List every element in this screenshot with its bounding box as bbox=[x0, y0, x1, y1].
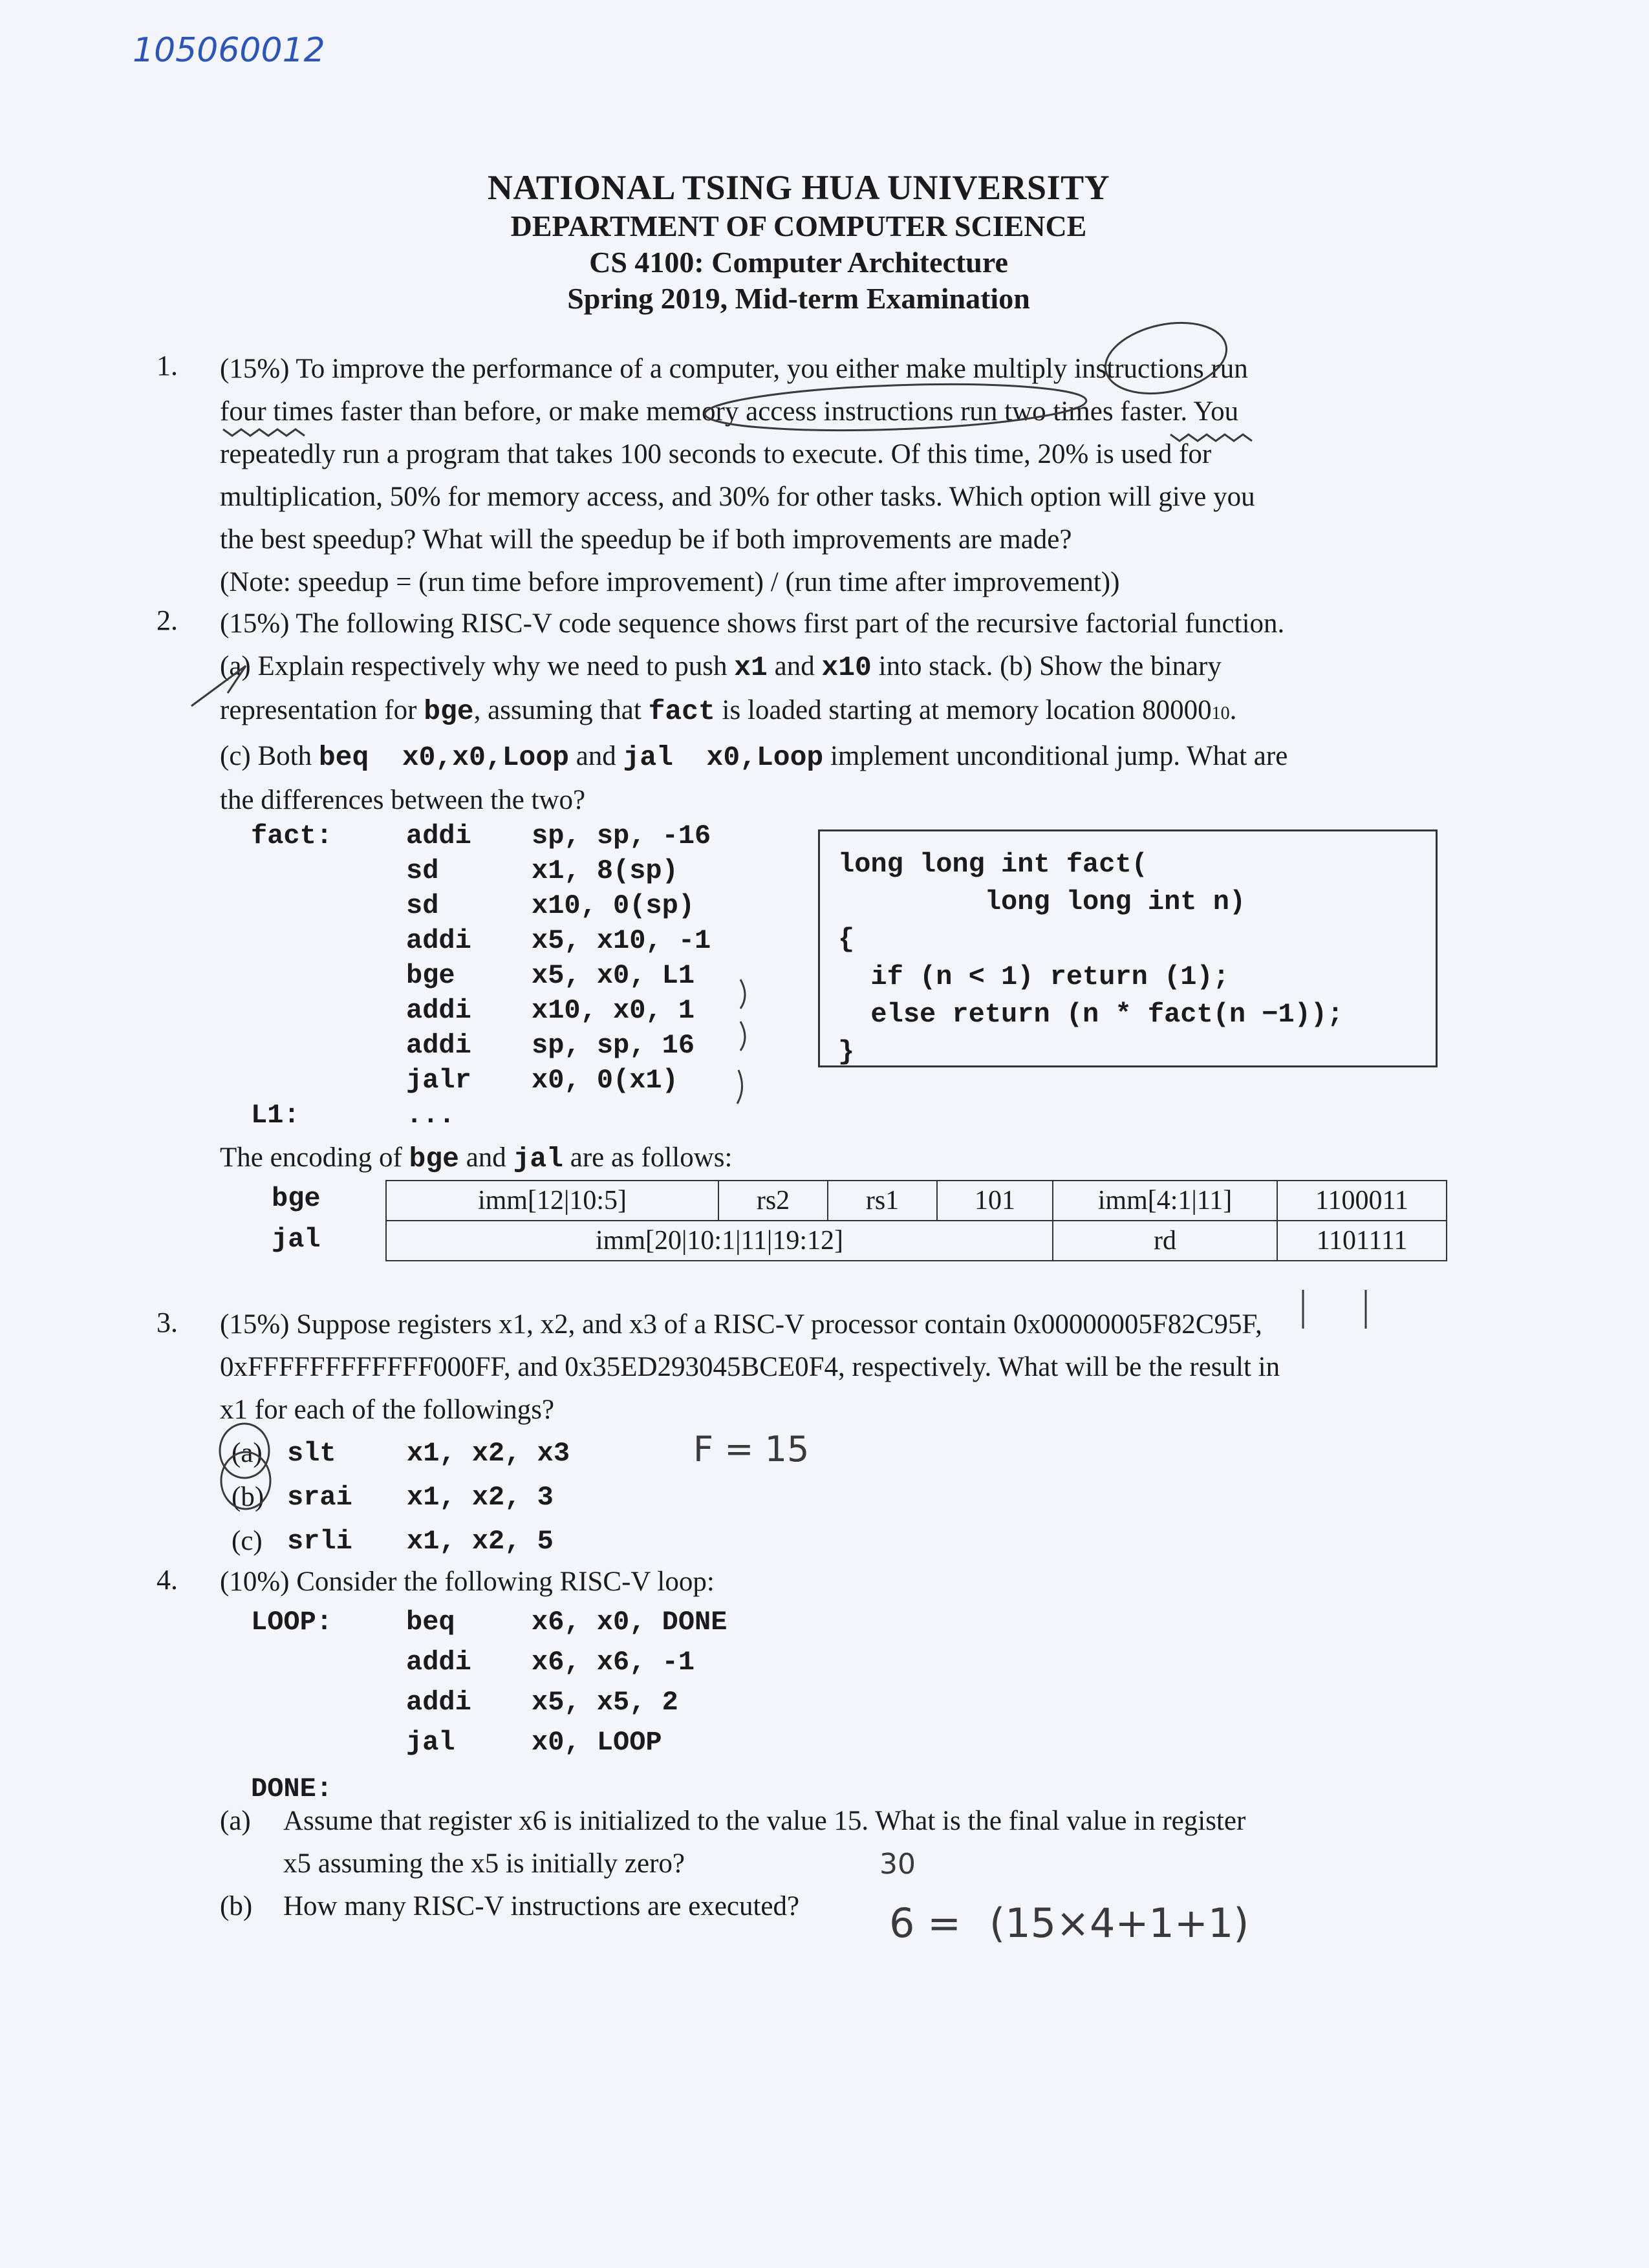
q2-line: (c) Both beq x0,x0,Loop and jal x0,Loop implement unconditional jump. What are bbox=[220, 741, 1288, 773]
q3-item: (a) slt x1, x2, x3 bbox=[232, 1438, 570, 1469]
q3-line: x1 for each of the followings? bbox=[220, 1395, 555, 1425]
q1-number: 1. bbox=[156, 350, 178, 381]
encoding-field: imm[4:1|11] bbox=[1053, 1181, 1277, 1221]
q1-line: the best speedup? What will the speedup be if both improvements are made? bbox=[220, 524, 1072, 555]
circle-srai bbox=[221, 1452, 270, 1509]
encoding-field: 1100011 bbox=[1277, 1181, 1447, 1221]
code-line: jal x0, LOOP bbox=[406, 1727, 662, 1758]
c-code-box: long long int fact( long long int n) { if (n < 1) return (1); else return (n * fact(n −1)); } bbox=[818, 829, 1438, 1067]
q1-line: multiplication, 50% for memory access, and 30% for other tasks. Which option will give you bbox=[220, 482, 1255, 512]
code-line: sd x1, 8(sp) bbox=[406, 855, 678, 886]
exam-title: Spring 2019, Mid-term Examination bbox=[567, 282, 1030, 315]
handwritten-q3-note: F = 15 bbox=[693, 1429, 810, 1470]
q4a-line: Assume that register x6 is initialized to the value 15. What is the final value in register bbox=[283, 1806, 1246, 1836]
jal-label: jal bbox=[272, 1224, 321, 1255]
q3-item: (b) srai x1, x2, 3 bbox=[232, 1482, 554, 1513]
code-line: addi x6, x6, -1 bbox=[406, 1647, 695, 1678]
encoding-field: rd bbox=[1053, 1221, 1277, 1261]
encoding-intro: The encoding of bge and jal are as follows: bbox=[220, 1142, 733, 1175]
encoding-field: rs1 bbox=[828, 1181, 937, 1221]
q2-line: (15%) The following RISC-V code sequence shows first part of the recursive factorial function. bbox=[220, 608, 1285, 639]
code-line: sd x10, 0(sp) bbox=[406, 890, 695, 921]
tick-q2-a bbox=[191, 666, 246, 706]
circle-multiply bbox=[1099, 312, 1233, 403]
q1-line: repeatedly run a program that takes 100 seconds to execute. Of this time, 20% is used for bbox=[220, 439, 1212, 469]
handwritten-q4a-answer: 30 bbox=[879, 1848, 916, 1881]
squiggle-four-times bbox=[223, 429, 305, 436]
bracket-mark bbox=[737, 979, 745, 1104]
q1-line: (15%) To improve the performance of a computer, you either make multiply instructions run bbox=[220, 354, 1248, 384]
code-line: addi x5, x5, 2 bbox=[406, 1687, 678, 1718]
code-line: addi x5, x10, -1 bbox=[406, 925, 711, 956]
code-line: DONE: bbox=[251, 1773, 333, 1804]
q4a-line: x5 assuming the x5 is initially zero? bbox=[283, 1848, 685, 1879]
q2-line: (a) Explain respectively why we need to push x1 and x10 into stack. (b) Show the binary bbox=[220, 651, 1222, 683]
code-line: bge x5, x0, L1 bbox=[406, 960, 695, 991]
circle-slt bbox=[220, 1424, 269, 1478]
code-line: addi x10, x0, 1 bbox=[406, 995, 695, 1026]
q3-line: (15%) Suppose registers x1, x2, and x3 of a RISC-V processor contain 0x00000005F82C95F, bbox=[220, 1309, 1262, 1340]
q4a-tag: (a) bbox=[220, 1806, 251, 1836]
q1-line: (Note: speedup = (run time before improvement) / (run time after improvement)) bbox=[220, 567, 1120, 597]
q4-number: 4. bbox=[156, 1564, 178, 1596]
encoding-field: rs2 bbox=[718, 1181, 828, 1221]
q3-number: 3. bbox=[156, 1307, 178, 1338]
q3-item: (c) srli x1, x2, 5 bbox=[232, 1526, 554, 1557]
q2-line: representation for bge, assuming that fact is loaded starting at memory location 8000010. bbox=[220, 695, 1237, 727]
q2-line: the differences between the two? bbox=[220, 785, 586, 815]
handwritten-q4b-answer: 6 = bbox=[889, 1899, 962, 1947]
handwritten-q4b-work: (15×4+1+1) bbox=[989, 1899, 1249, 1947]
code-line: addi sp, sp, 16 bbox=[406, 1030, 695, 1061]
encoding-field: 1101111 bbox=[1277, 1221, 1447, 1261]
university-name: NATIONAL TSING HUA UNIVERSITY bbox=[487, 168, 1110, 207]
encoding-field: 101 bbox=[937, 1181, 1053, 1221]
code-line: LOOP: beq x6, x0, DONE bbox=[251, 1607, 727, 1638]
circle-memory-access bbox=[704, 379, 1087, 436]
q4b-tag: (b) bbox=[220, 1891, 253, 1921]
encoding-field: imm[20|10:1|11|19:12] bbox=[386, 1221, 1053, 1261]
code-line: jalr x0, 0(x1) bbox=[406, 1065, 678, 1096]
q3-line: 0xFFFFFFFFFFFF000FF, and 0x35ED293045BCE0F4, respectively. What will be the result in bbox=[220, 1352, 1280, 1382]
q2-number: 2. bbox=[156, 604, 178, 636]
code-line: fact: addi sp, sp, -16 bbox=[251, 820, 711, 851]
bge-label: bge bbox=[272, 1183, 321, 1214]
encoding-field: imm[12|10:5] bbox=[386, 1181, 718, 1221]
q4-intro: (10%) Consider the following RISC-V loop: bbox=[220, 1567, 715, 1597]
handwritten-student-id: 105060012 bbox=[133, 31, 325, 70]
course-title: CS 4100: Computer Architecture bbox=[589, 246, 1008, 279]
q4b-line: How many RISC-V instructions are executed? bbox=[283, 1891, 800, 1921]
department-name: DEPARTMENT OF COMPUTER SCIENCE bbox=[510, 209, 1087, 242]
q1-line: four times faster than before, or make memory access instructions run two times faster. You bbox=[220, 396, 1239, 427]
squiggle-two-times bbox=[1170, 434, 1252, 441]
code-line: L1: ... bbox=[251, 1100, 455, 1131]
